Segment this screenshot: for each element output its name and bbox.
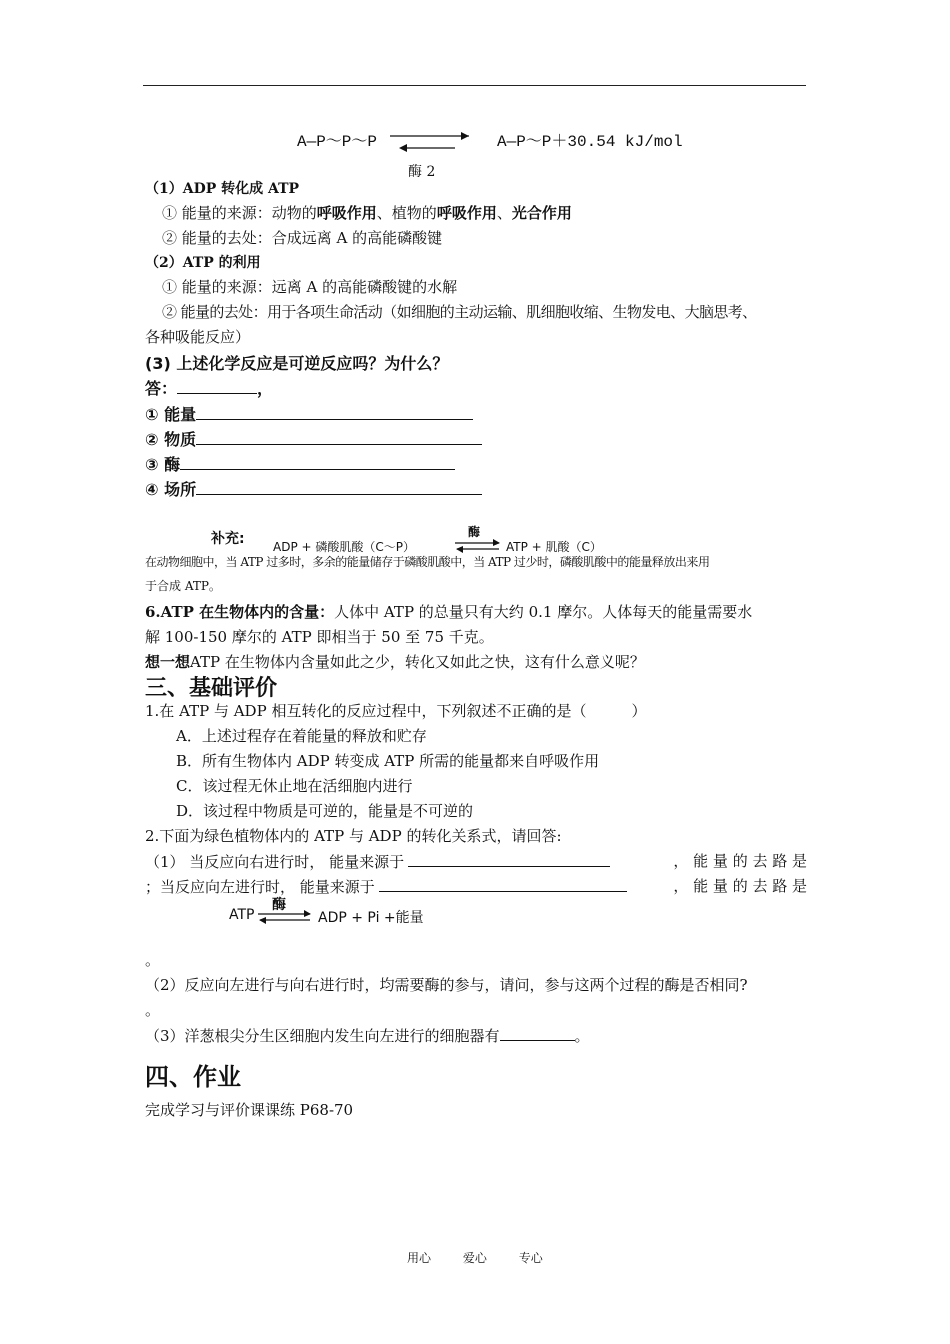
question-2-3 <box>145 1024 590 1046</box>
atp-eq-enzyme: 酶 <box>272 897 286 913</box>
supplement-reversible-arrow <box>453 538 503 554</box>
q2-1-text: ， 能 量 的 去 路 是 <box>673 877 807 895</box>
reason-blank[interactable] <box>196 403 473 420</box>
period-2: 。 <box>145 1001 161 1019</box>
q2-1-text: ， 能 量 的 去 路 是 <box>673 852 807 870</box>
question-2: 2.下面为绿色植物体内的 ATP 与 ADP 的转化关系式，请回答: <box>145 827 562 845</box>
bold-term: 光合作用 <box>511 204 572 222</box>
equation-left: A—P～P～P <box>297 133 378 151</box>
atp-use-item-2-line-2: 各种吸能反应） <box>145 328 251 346</box>
atp-use-item-1: ① 能量的来源：远离 A 的高能磷酸键的水解 <box>162 278 458 296</box>
question-1: 1.在 ATP 与 ADP 相互转化的反应过程中，下列叙述不正确的是（ ） <box>145 702 647 720</box>
supplement-right: ATP + 肌酸（C） <box>506 540 602 554</box>
answer-label: 答： <box>145 379 178 398</box>
atp-eq-left: ATP <box>229 907 255 923</box>
reason-substance <box>145 427 482 450</box>
option-b: B．所有生物体内 ADP 转变成 ATP 所需的能量都来自呼吸作用 <box>176 752 600 770</box>
answer-suffix: ， <box>257 379 274 398</box>
reason-label: ④ 场所 <box>145 480 197 499</box>
item-text: 、植物的 <box>376 204 437 222</box>
equation-enzyme: 酶 2 <box>408 164 436 180</box>
content-6-line-2: 解 100-150 摩尔的 ATP 即相当于 50 至 75 千克。 <box>145 628 494 646</box>
bold-term: 呼吸作用 <box>316 204 377 222</box>
adp-to-atp-item-1 <box>162 202 572 223</box>
page-footer <box>393 1249 557 1266</box>
energy-source-left-blank[interactable] <box>379 875 627 892</box>
item-text: ① 能量的来源：动物的 <box>162 204 317 222</box>
organelle-blank[interactable] <box>500 1024 575 1041</box>
think-text: ATP 在生物体内含量如此之少，转化又如此之快，这有什么意义呢？ <box>190 653 645 671</box>
energy-source-right-blank[interactable] <box>408 850 610 867</box>
answer-line <box>145 376 273 399</box>
section-atp-use-title: （2）ATP 的利用 <box>145 255 261 271</box>
reason-label: ② 物质 <box>145 430 197 449</box>
atp-use-item-2-line-1: ② 能量的去处：用于各项生命活动（如细胞的主动运输、肌细胞收缩、生物发电、大脑思考、 <box>162 303 757 321</box>
reason-location <box>145 477 482 500</box>
adp-to-atp-item-2: ② 能量的去处：合成远离 A 的高能磷酸键 <box>162 229 443 247</box>
reason-label: ③ 酶 <box>145 455 181 474</box>
homework-text: 完成学习与评价课课练 P68-70 <box>145 1101 354 1119</box>
item-text: 、 <box>496 204 512 222</box>
think-line <box>145 651 645 672</box>
section-3-heading: 三、基础评价 <box>145 675 278 701</box>
header-rule <box>143 85 806 86</box>
question-3-title: (3) 上述化学反应是可逆反应吗？为什么？ <box>145 354 449 373</box>
content-6-title: 6.ATP 在生物体内的含量： <box>145 603 335 621</box>
section-4-heading: 四、作业 <box>145 1062 241 1091</box>
q2-1-text: （1） 当反应向右进行时， 能量来源于 <box>145 853 405 871</box>
reason-enzyme <box>145 452 455 475</box>
content-6-line-1 <box>145 601 752 622</box>
q2-3-end: 。 <box>574 1027 590 1045</box>
reason-blank[interactable] <box>180 453 455 470</box>
supplement-note-line-2: 于合成 ATP。 <box>145 579 221 593</box>
option-a: A．上述过程存在着能量的释放和贮存 <box>176 727 427 745</box>
reversible-arrow <box>385 128 475 154</box>
question-2-2: （2）反应向左进行与向右进行时，均需要酶的参与，请问，参与这两个过程的酶是否相同? <box>145 976 748 994</box>
footer-item: 爱心 <box>462 1251 487 1265</box>
supplement-left: ADP + 磷酸肌酸（C～P） <box>273 540 415 554</box>
period-1: 。 <box>145 951 161 969</box>
footer-item: 用心 <box>407 1251 432 1265</box>
content-6-text: 人体中 ATP 的总量只有大约 0.1 摩尔。人体每天的能量需要水 <box>334 603 753 621</box>
option-c: C．该过程无休止地在活细胞内进行 <box>176 777 413 795</box>
supplement-enzyme: 酶 <box>468 525 481 539</box>
q2-3-text: （3）洋葱根尖分生区细胞内发生向左进行的细胞器有 <box>145 1027 500 1045</box>
question-2-1-line-1 <box>145 850 807 872</box>
footer-item: 专心 <box>518 1251 543 1265</box>
reason-blank[interactable] <box>196 478 482 495</box>
section-adp-to-atp-title: （1）ADP 转化成 ATP <box>145 181 300 197</box>
think-label: 想一想 <box>145 653 191 671</box>
reason-energy <box>145 402 473 425</box>
atp-eq-right: ADP + Pi +能量 <box>318 910 424 926</box>
equation-right: A—P～P＋30.54 kJ/mol <box>497 133 683 151</box>
answer-blank[interactable] <box>177 377 257 394</box>
atp-eq-reversible-arrow <box>256 909 314 925</box>
question-2-1-line-2 <box>145 875 807 897</box>
reason-label: ① 能量 <box>145 405 197 424</box>
q2-1-text: ；当反应向左进行时， 能量来源于 <box>145 878 375 896</box>
reason-blank[interactable] <box>196 428 482 445</box>
bold-term: 呼吸作用 <box>436 204 497 222</box>
supplement-note-line-1: 在动物细胞中，当 ATP 过多时，多余的能量储存于磷酸肌酸中，当 ATP 过少时，磷酸肌酸中的能量释放出来用 <box>145 555 710 569</box>
option-d: D．该过程中物质是可逆的，能量是不可逆的 <box>176 802 474 820</box>
supplement-label: 补充: <box>211 531 245 547</box>
